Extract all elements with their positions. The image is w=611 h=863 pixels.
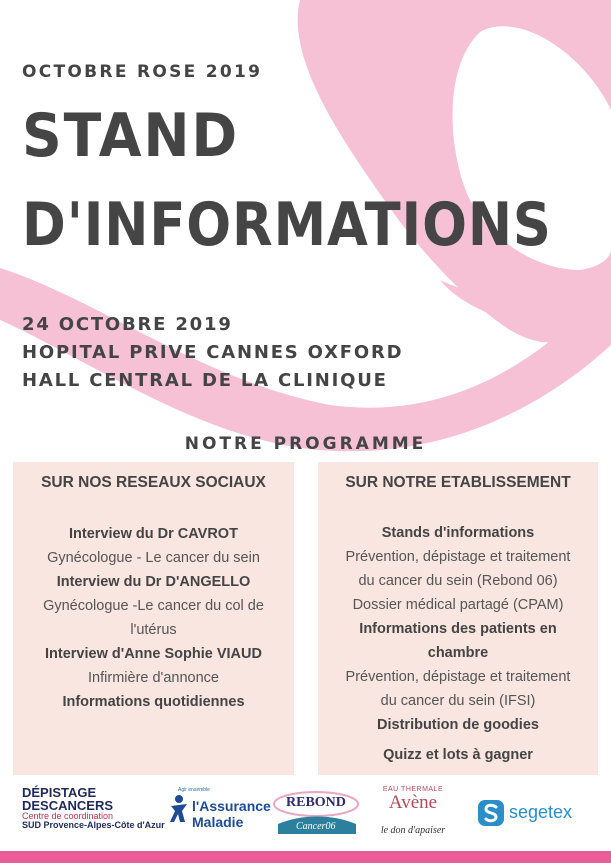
list-item: Prévention, dépistage et traitement — [345, 669, 571, 685]
title-line-1: STAND — [22, 101, 240, 171]
assurance-maladie-logo — [164, 784, 271, 832]
partner-logos — [0, 780, 611, 850]
rebond-logo — [272, 790, 360, 836]
list-item: Interview du Dr CAVROT — [69, 526, 238, 542]
list-item: Dossier médical partagé (CPAM) — [352, 597, 564, 613]
segetex-name: segetex — [509, 802, 573, 822]
event-date: 24 OCTOBRE 2019 — [22, 314, 233, 335]
avene-name: Avène — [388, 792, 438, 813]
program-title: NOTRE PROGRAMME — [184, 434, 427, 454]
list-item: Distribution de goodies — [377, 717, 539, 733]
list-item: Interview d'Anne Sophie VIAUD — [45, 646, 262, 662]
rebond-line2: Cancer06 — [296, 821, 336, 832]
depistage-cancers-logo — [22, 785, 165, 830]
event-info — [22, 311, 403, 395]
assurance-line1: l'Assurance — [192, 798, 271, 814]
rebond-line1: REBOND — [286, 795, 346, 810]
segetex-logo — [478, 800, 588, 830]
bottom-pink-bar — [0, 851, 611, 863]
title-line-2: D'INFORMATIONS — [22, 190, 552, 260]
list-item: du cancer du sein (IFSI) — [380, 693, 536, 709]
avene-tagline: le don d'apaiser — [380, 825, 446, 836]
list-item: Gynécologue - Le cancer du sein — [47, 550, 260, 566]
avene-small: EAU THERMALE — [382, 786, 444, 793]
onsite-heading: SUR NOTRE ETABLISSEMENT — [345, 474, 571, 491]
avene-logo — [368, 786, 458, 836]
list-item: Informations quotidiennes — [62, 694, 245, 710]
list-item: du cancer du sein (Rebond 06) — [358, 573, 558, 589]
onsite-panel — [318, 462, 598, 775]
depistage-line2b: CANCERS — [48, 798, 114, 813]
event-location: HALL CENTRAL DE LA CLINIQUE — [22, 370, 388, 391]
list-item: Interview du Dr D'ANGELLO — [56, 574, 251, 590]
assurance-small: Agir ensemble — [178, 787, 210, 793]
person-icon — [168, 794, 190, 824]
social-media-panel — [13, 462, 294, 775]
list-item: Prévention, dépistage et traitement — [345, 549, 571, 565]
list-item: chambre — [427, 645, 489, 661]
list-item: Gynécologue -Le cancer du col de — [43, 598, 264, 614]
onsite-items — [318, 521, 598, 767]
list-item: Stands d'informations — [381, 525, 535, 541]
depistage-line2a: DES — [22, 798, 49, 813]
depistage-line4: SUD Provence-Alpes-Côte d'Azur — [22, 820, 165, 830]
depistage-line3: Centre de coordination — [22, 811, 114, 821]
list-item: Quizz et lots à gagner — [383, 747, 533, 763]
social-heading: SUR NOS RESEAUX SOCIAUX — [41, 474, 266, 491]
list-item: Informations des patients en — [359, 621, 557, 637]
social-items — [13, 522, 294, 714]
assurance-line2: Maladie — [192, 814, 244, 830]
segetex-s-icon — [478, 800, 504, 826]
list-item: l'utérus — [130, 622, 177, 638]
edition-label: OCTOBRE ROSE 2019 — [22, 62, 263, 82]
list-item: Infirmière d'annonce — [88, 670, 219, 686]
event-venue: HOPITAL PRIVE CANNES OXFORD — [22, 342, 404, 363]
depistage-line1: DÉPISTAGE — [22, 785, 97, 800]
